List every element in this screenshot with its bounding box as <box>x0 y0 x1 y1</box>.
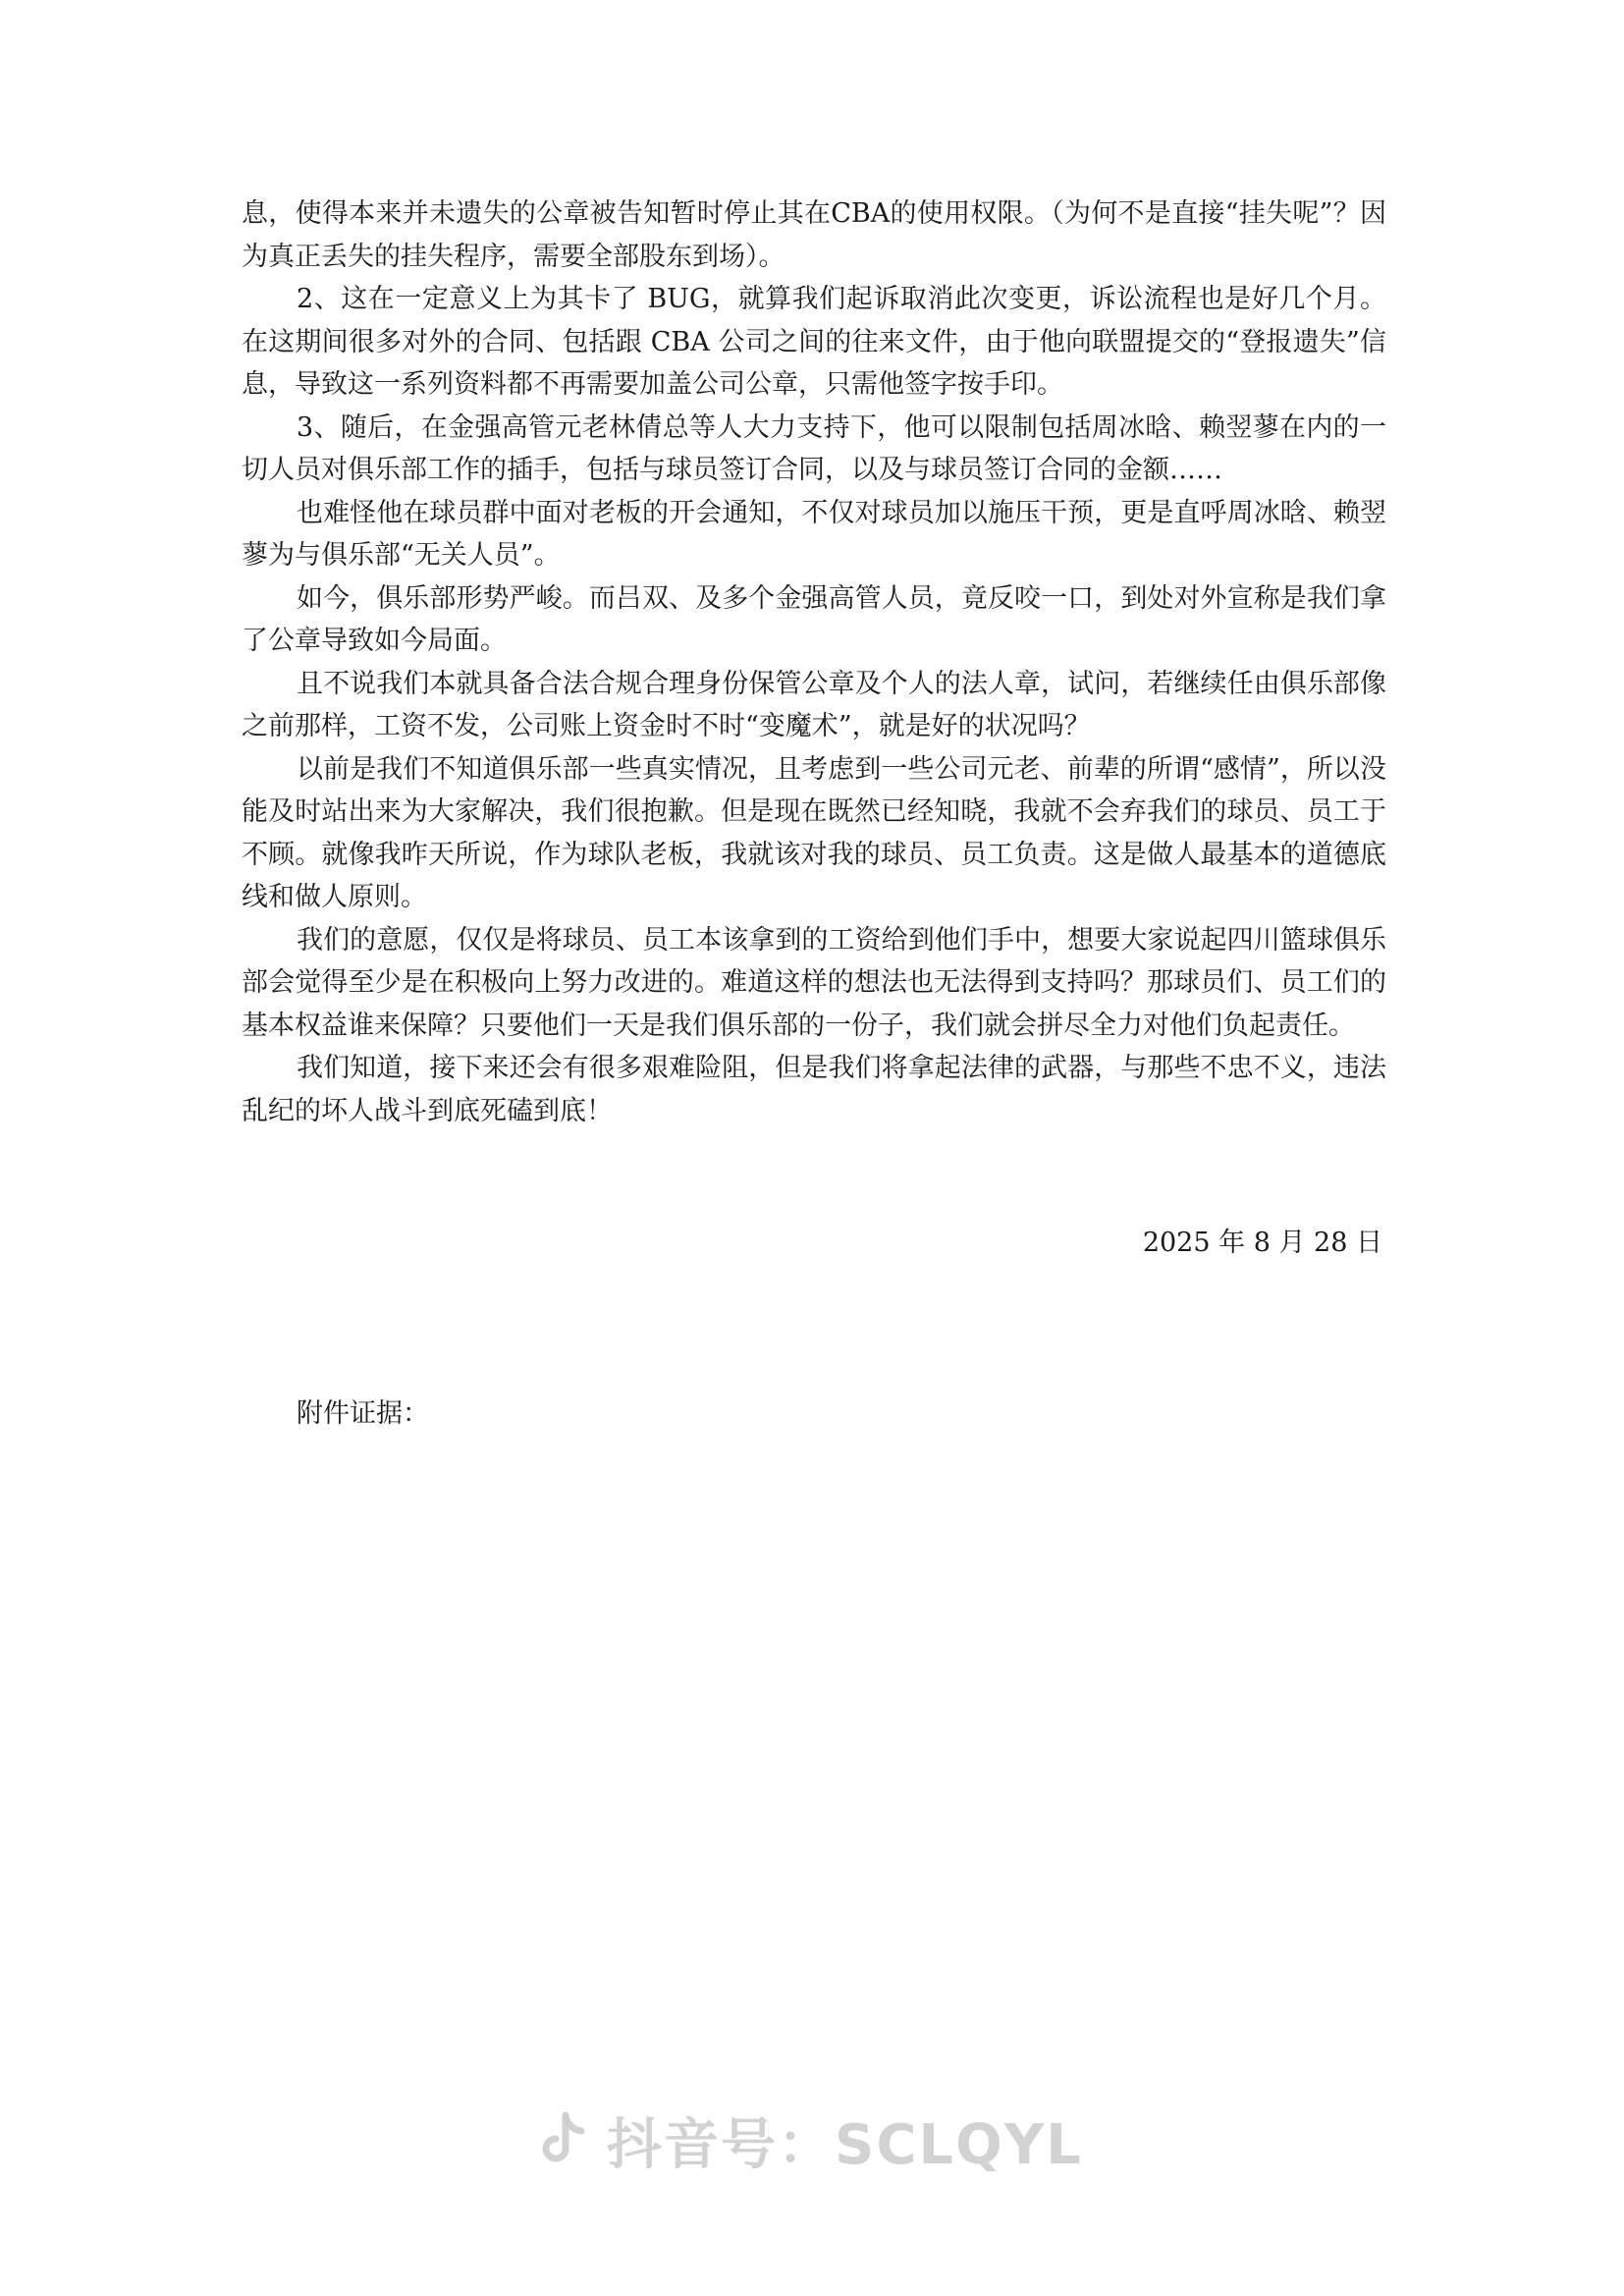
paragraph: 如今，俱乐部形势严峻。而吕双、及多个金强高管人员，竟反咬一口，到处对外宣称是我们拿了公章导致如今局面。 <box>242 582 1386 656</box>
watermark <box>530 2102 1083 2180</box>
paragraph-closing: 我们知道，接下来还会有很多艰难险阻，但是我们将拿起法律的武器，与那些不忠不义，违法乱纪的坏人战斗到底死磕到底！ <box>242 1053 1386 1126</box>
douyin-logo-icon <box>530 2109 593 2172</box>
watermark-text: 抖音号：SCLQYL <box>607 2113 1083 2177</box>
attachment-label: 附件证据： <box>297 1398 429 1429</box>
paragraph: 我们的意愿，仅仅是将球员、员工本该拿到的工资给到他们手中，想要大家说起四川篮球俱乐部会觉得至少是在积极向上努力改进的。难道这样的想法也无法得到支持吗？那球员们、员工们的基本权益谁来保障？只要他们一天是我们俱乐部的一份子，我们就会拼尽全力对他们负起责任。 <box>242 924 1386 1041</box>
paragraph-point-2: 2、这在一定意义上为其卡了 BUG，就算我们起诉取消此次变更，诉讼流程也是好几个月。在这期间很多对外的合同、包括跟 CBA 公司之间的往来文件，由于他向联盟提交的“登报遗失”信息，导致这一系列资料都不再需要加盖公司公章，只需他签字按手印。 <box>242 284 1386 400</box>
paragraph-point-3: 3、随后，在金强高管元老林倩总等人大力支持下，他可以限制包括周冰晗、赖翌蓼在内的一切人员对俱乐部工作的插手，包括与球员签订合同，以及与球员签订合同的金额…… <box>242 411 1386 485</box>
document-date: 2025 年 8 月 28 日 <box>1142 1228 1382 1258</box>
paragraph: 且不说我们本就具备合法合规合理身份保管公章及个人的法人章，试问，若继续任由俱乐部像之前那样，工资不发，公司账上资金时不时“变魔术”，就是好的状况吗？ <box>242 668 1386 741</box>
paragraph: 也难怪他在球员群中面对老板的开会通知，不仅对球员加以施压干预，更是直呼周冰晗、赖翌蓼为与俱乐部“无关人员”。 <box>242 497 1386 571</box>
paragraph: 以前是我们不知道俱乐部一些真实情况，且考虑到一些公司元老、前辈的所谓“感情”，所以没能及时站出来为大家解决，我们很抱歉。但是现在既然已经知晓，我就不会弃我们的球员、员工于不顾。就像我昨天所说，作为球队老板，我就该对我的球员、员工负责。这是做人最基本的道德底线和做人原则。 <box>242 753 1386 912</box>
paragraph-continuation: 息，使得本来并未遗失的公章被告知暂时停止其在CBA的使用权限。（为何不是直接“挂失呢”？因为真正丢失的挂失程序，需要全部股东到场）。 <box>242 198 1386 272</box>
document-body <box>242 192 1386 1132</box>
